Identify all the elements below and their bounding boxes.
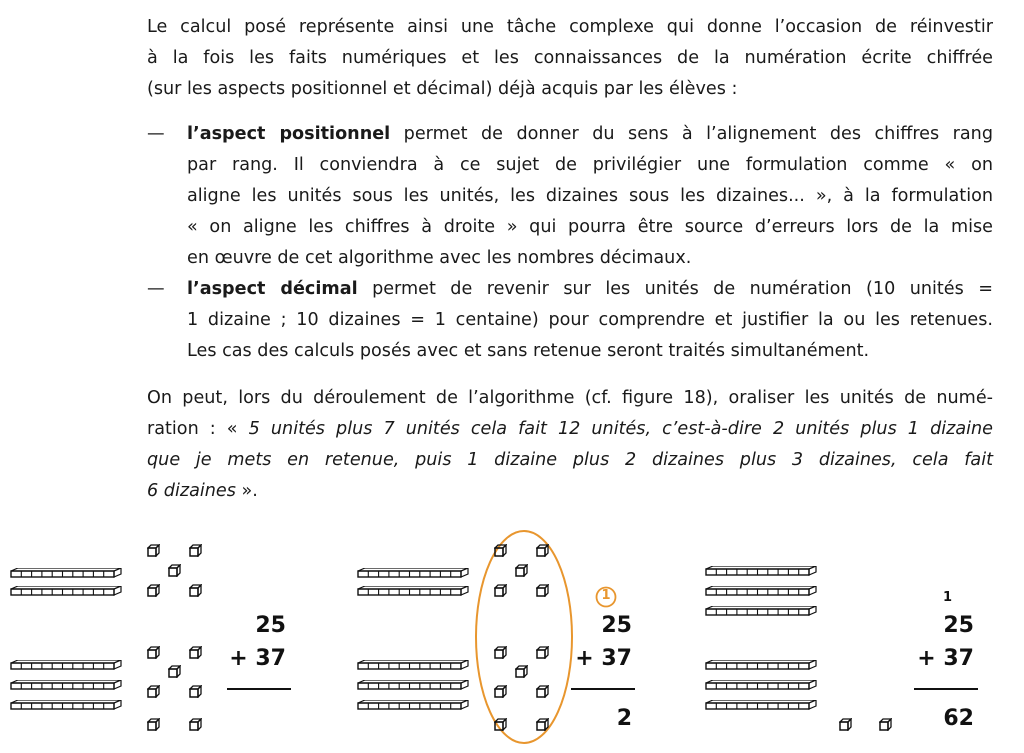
bullet-list [147, 119, 993, 369]
unit-cube [189, 718, 202, 731]
ten-rod [705, 606, 817, 616]
addend-bottom: + 37 [229, 646, 286, 671]
unit-cube [494, 718, 507, 731]
addend-top: 25 [943, 613, 974, 638]
ten-rod [357, 568, 469, 578]
text-line [187, 119, 993, 150]
unit-cube [147, 544, 160, 557]
quote-fragment: 5 unités plus 7 unités cela fait 12 unités, c’est-à-dire 2 unités plus 1 dizaine [248, 419, 993, 439]
ten-rod [10, 660, 122, 670]
unit-cube [536, 718, 549, 731]
text-line [147, 476, 993, 507]
sum-line [227, 688, 291, 690]
ten-rod [10, 680, 122, 690]
text-line: « on aligne les chiffres à droite » qui pourra être source d’erreurs lors de la mise [187, 217, 993, 237]
ten-rod [705, 586, 817, 596]
text-line [187, 274, 993, 305]
final-result: 62 [943, 706, 974, 731]
unit-cube [147, 685, 160, 698]
carry-digit: 1 [601, 588, 611, 603]
ten-rod [705, 680, 817, 690]
unit-cube [536, 584, 549, 597]
text-line: On peut, lors du déroulement de l’algorithme (cf. figure 18), oraliser les unités de numé- [147, 388, 993, 408]
unit-cube [879, 718, 892, 731]
text-fragment: permet de revenir sur les unités de numération (10 unités = [357, 279, 993, 299]
unit-cube [494, 584, 507, 597]
ten-rod [705, 700, 817, 710]
unit-cube [536, 646, 549, 659]
unit-cube [839, 718, 852, 731]
ten-rod [357, 586, 469, 596]
text-line: (sur les aspects positionnel et décimal) déjà acquis par les élèves : [147, 79, 738, 99]
ten-rod [357, 660, 469, 670]
unit-cube [168, 564, 181, 577]
unit-cube [515, 665, 528, 678]
partial-result: 2 [616, 706, 632, 731]
ten-rod [705, 660, 817, 670]
carry-digit: 1 [943, 590, 953, 605]
text-fragment: ration : « [147, 419, 249, 439]
unit-cube [189, 685, 202, 698]
unit-cube [494, 685, 507, 698]
text-line [147, 414, 993, 445]
unit-cube [494, 544, 507, 557]
sum-line [914, 688, 978, 690]
text-line [147, 445, 993, 476]
unit-cube [536, 685, 549, 698]
bullet-decimal [147, 274, 993, 367]
unit-cube [189, 544, 202, 557]
figure-18 [0, 520, 1024, 753]
addend-bottom: + 37 [575, 646, 632, 671]
addend-top: 25 [601, 613, 632, 638]
sum-line [571, 688, 635, 690]
ten-rod [10, 568, 122, 578]
paragraph-intro [147, 12, 993, 105]
text-line: par rang. Il conviendra à ce sujet de privilégier une formulation comme « on [187, 155, 993, 175]
unit-cube [536, 544, 549, 557]
unit-cube [168, 665, 181, 678]
text-line: aligne les unités sous les unités, les dizaines sous les dizaines... », à la formulation [187, 186, 993, 206]
addend-bottom: + 37 [917, 646, 974, 671]
quote-fragment: 6 dizaines [147, 481, 236, 501]
ten-rod [10, 586, 122, 596]
regroup-ellipse [472, 526, 576, 748]
text-line: Les cas des calculs posés avec et sans retenue seront traités simultanément. [187, 341, 870, 361]
ten-rod [357, 700, 469, 710]
text-line: à la fois les faits numériques et les connaissances de la numération écrite chiffrée [147, 48, 993, 68]
unit-cube [494, 646, 507, 659]
text-fragment: permet de donner du sens à l’alignement des chiffres rang [390, 124, 993, 144]
quote-fragment: que je mets en retenue, puis 1 dizaine plus 2 dizaines plus 3 dizaines, cela fait [147, 450, 993, 470]
text-fragment: ». [235, 481, 258, 501]
ten-rod [10, 700, 122, 710]
term-positional: l’aspect positionnel [187, 124, 391, 144]
addend-top: 25 [255, 613, 286, 638]
text-line: 1 dizaine ; 10 dizaines = 1 centaine) pour comprendre et justifier la ou les retenues. [187, 310, 993, 330]
term-decimal: l’aspect décimal [187, 279, 358, 299]
paragraph-oral [147, 383, 993, 507]
bullet-positional [147, 119, 993, 274]
bullet-dash: — [147, 279, 165, 299]
text-line: Le calcul posé représente ainsi une tâche complexe qui donne l’occasion de réinvestir [147, 17, 993, 37]
unit-cube [189, 584, 202, 597]
unit-cube [147, 584, 160, 597]
ten-rod [357, 680, 469, 690]
unit-cube [147, 646, 160, 659]
bullet-dash: — [147, 124, 165, 144]
unit-cube [189, 646, 202, 659]
unit-cube [515, 564, 528, 577]
text-line: en œuvre de cet algorithme avec les nombres décimaux. [187, 248, 692, 268]
unit-cube [147, 718, 160, 731]
ten-rod [705, 566, 817, 576]
